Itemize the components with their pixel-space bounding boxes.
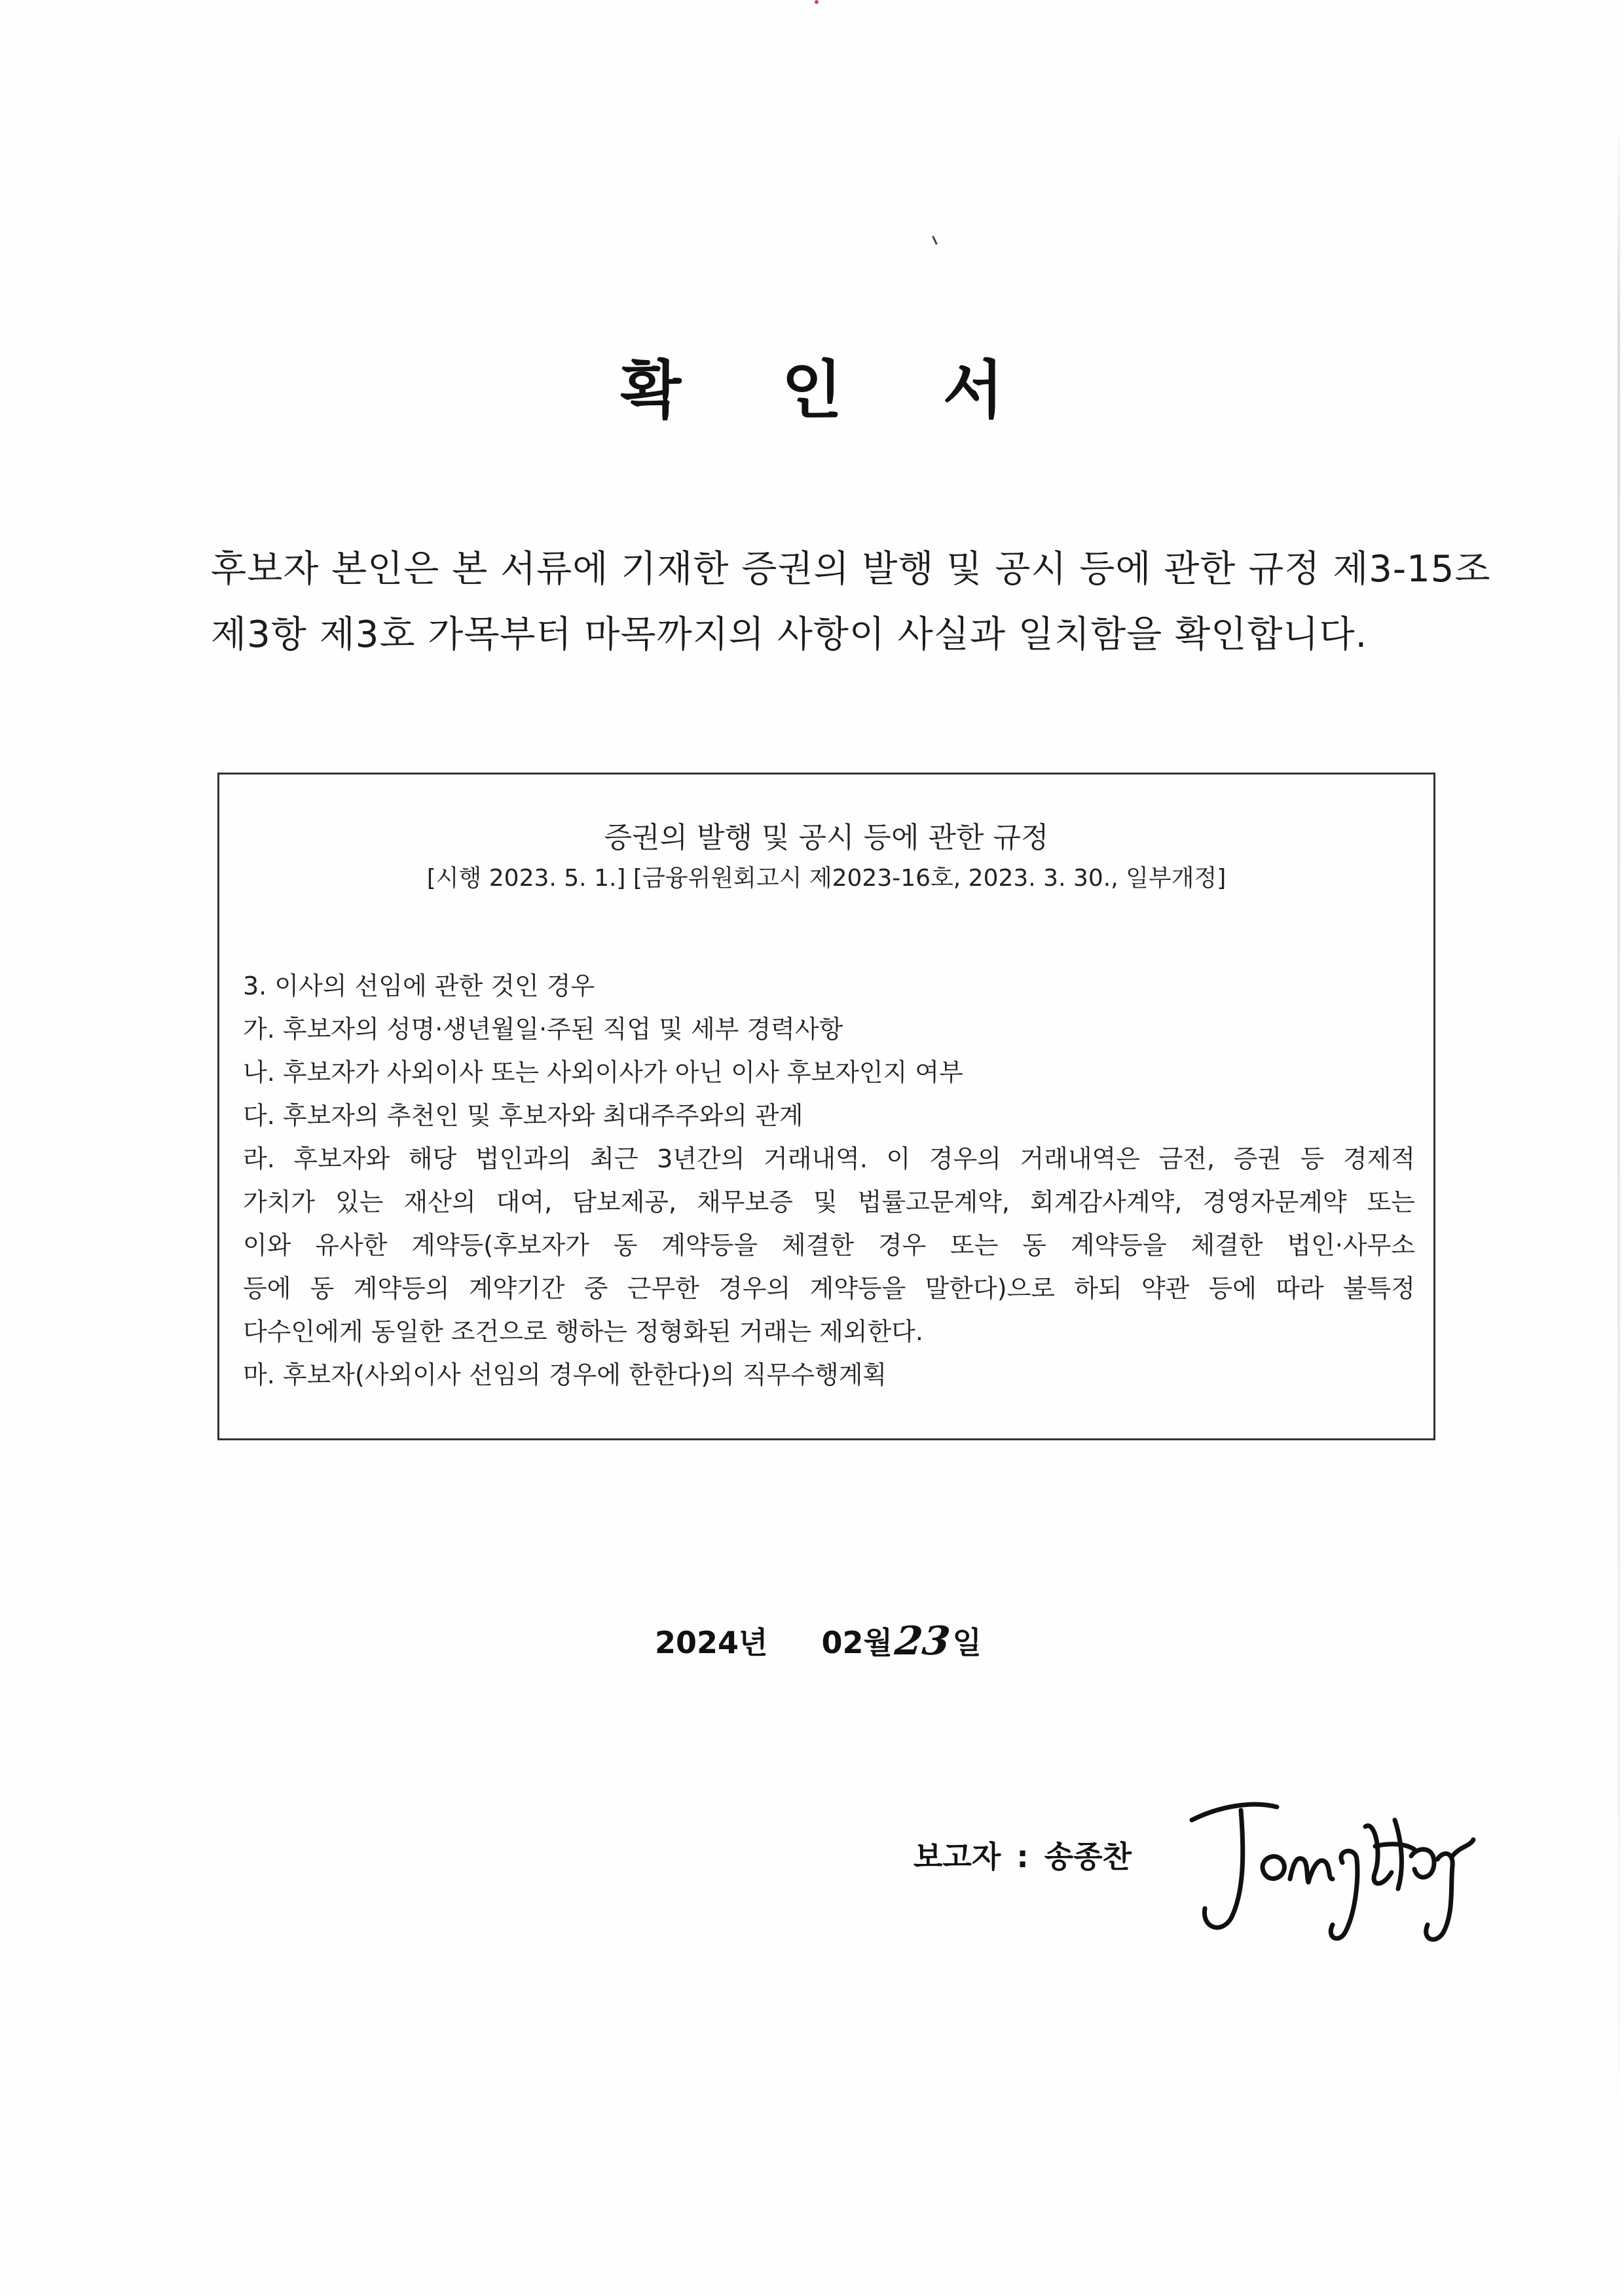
scan-mark (932, 236, 938, 245)
reporter-label: 보고자 (913, 1839, 1001, 1874)
regulation-items (243, 964, 1415, 1396)
regulation-item: 라. 후보자와 해당 법인과의 최근 3년간의 거래내역. 이 경우의 거래내역은 금전, 증권 등 경제적 (243, 1144, 1415, 1173)
document-title: 확 인 서 (620, 354, 1043, 427)
handwritten-signature (1179, 1781, 1480, 1951)
date-month: 02월 (821, 1625, 893, 1660)
regulation-title: 증권의 발행 및 공시 등에 관한 규정 (604, 821, 1049, 854)
regulation-item: 등에 동 계약등의 계약기간 중 근무한 경우의 계약등을 말한다)으로 하되 약관 등에 따라 불특정 (243, 1274, 1415, 1303)
intro-line: 후보자 본인은 본 서류에 기재한 증권의 발행 및 공시 등에 관한 규정 제3-15조 (211, 548, 1491, 591)
date-day-suffix: 일 (952, 1625, 982, 1660)
scan-speck (815, 0, 819, 4)
regulation-box (217, 773, 1435, 1440)
reporter-name: 송종찬 (1044, 1839, 1132, 1874)
reporter-separator: : (1016, 1839, 1029, 1874)
regulation-item: 나. 후보자가 사외이사 또는 사외이사가 아닌 이사 후보자인지 여부 (243, 1058, 963, 1087)
regulation-item: 3. 이사의 선임에 관한 것인 경우 (243, 972, 595, 1000)
regulation-item: 다수인에게 동일한 조건으로 행하는 정형화된 거래는 제외한다. (243, 1317, 923, 1346)
intro-paragraph (211, 537, 1491, 668)
scan-edge (1617, 118, 1620, 2213)
regulation-item: 가치가 있는 재산의 대여, 담보제공, 채무보증 및 법률고문계약, 회계감사계약, 경영자문계약 또는 (243, 1188, 1415, 1216)
intro-line: 제3항 제3호 가목부터 마목까지의 사항이 사실과 일치함을 확인합니다. (211, 613, 1368, 656)
regulation-item: 이와 유사한 계약등(후보자가 동 계약등을 체결한 경우 또는 동 계약등을 체결한 법인·사무소 (243, 1231, 1415, 1260)
document-date (655, 1617, 1048, 1663)
regulation-item: 다. 후보자의 추천인 및 후보자와 최대주주와의 관계 (243, 1101, 803, 1130)
regulation-subtitle: [시행 2023. 5. 1.] [금융위원회고시 제2023-16호, 2023. 3. 30., 일부개정] (426, 865, 1227, 892)
date-year: 2024년 (655, 1625, 768, 1660)
regulation-item: 마. 후보자(사외이사 선임의 경우에 한한다)의 직무수행계획 (243, 1360, 887, 1389)
regulation-item: 가. 후보자의 성명·생년월일·주된 직업 및 세부 경력사항 (243, 1015, 843, 1044)
date-day-handwritten: 23 (893, 1618, 953, 1664)
reporter-line (913, 1833, 1132, 1876)
